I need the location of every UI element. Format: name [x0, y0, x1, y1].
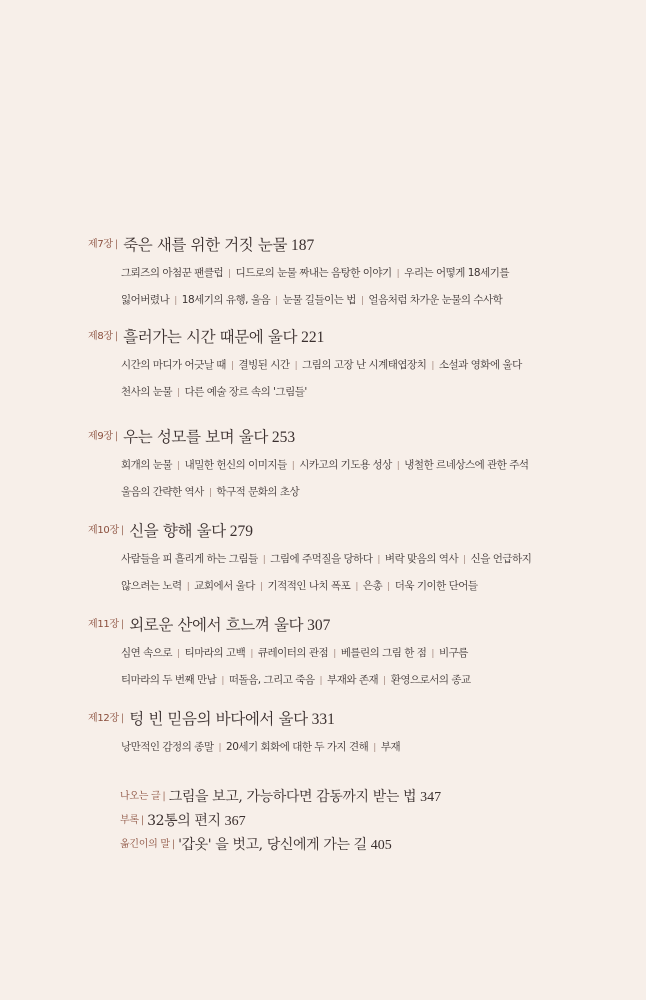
back-matter-label: 나오는 글 — [120, 791, 161, 802]
separator-bar: | — [431, 361, 434, 371]
separator-bar: | — [396, 269, 400, 279]
chapter-topics — [121, 640, 628, 694]
topic-item: 큐레이터의 관점 — [257, 647, 329, 659]
topic-item: 티마라의 고백 — [184, 647, 246, 659]
chapter-page-number: 279 — [229, 523, 253, 540]
separator-bar: | — [120, 713, 125, 724]
chapter-heading — [88, 613, 628, 637]
chapter-page-number: 331 — [311, 711, 335, 728]
separator-bar: | — [140, 815, 145, 826]
chapter-page-number: 307 — [307, 617, 331, 634]
chapter-number: 제12장 — [88, 713, 119, 724]
back-matter-page-number: 367 — [224, 814, 246, 829]
topic-line — [121, 260, 628, 287]
chapter-heading — [88, 707, 628, 731]
separator-bar: | — [177, 388, 180, 398]
topic-line — [121, 287, 628, 314]
back-matter-entry — [120, 834, 620, 858]
chapter-title: 텅 빈 믿음의 바다에서 울다 — [129, 710, 308, 728]
topic-item: 그림에 주먹질을 당하다 — [270, 553, 373, 565]
topic-line — [121, 352, 628, 379]
topic-item: 눈물 길들이는 법 — [282, 294, 356, 306]
topic-item: 은총 — [362, 580, 383, 592]
topic-line — [121, 546, 628, 573]
chapter-heading — [88, 325, 628, 349]
separator-bar: | — [250, 649, 253, 659]
topic-item: 심연 속으로 — [121, 647, 173, 659]
chapter-entry — [88, 613, 628, 694]
chapter-title: 우는 성모를 보며 울다 — [123, 428, 268, 446]
separator-bar: | — [114, 431, 119, 442]
topic-item: 학구적 문화의 초상 — [216, 486, 300, 498]
chapter-entry — [88, 233, 628, 314]
topic-item: 회개의 눈물 — [121, 459, 173, 471]
topic-item: 울음의 간략한 역사 — [121, 486, 204, 498]
topic-item: 얼음처럼 차가운 눈물의 수사학 — [368, 294, 503, 306]
chapter-title: 흘러가는 시간 때문에 울다 — [123, 328, 298, 346]
topic-line — [121, 640, 628, 667]
separator-bar: | — [259, 582, 263, 592]
separator-bar: | — [218, 743, 222, 753]
chapter-entry — [88, 325, 628, 406]
separator-bar: | — [262, 555, 266, 565]
topic-item: 떠돌음, 그리고 죽음 — [228, 674, 315, 686]
chapter-number: 제7장 — [88, 239, 113, 250]
chapter-title: 신을 향해 울다 — [129, 522, 226, 540]
topic-item: 부재 — [380, 741, 401, 753]
separator-bar: | — [383, 676, 386, 686]
topic-item: 부재와 존재 — [327, 674, 379, 686]
separator-bar: | — [228, 269, 231, 279]
topic-item: 결빙된 시간 — [238, 359, 290, 371]
separator-bar: | — [373, 743, 376, 753]
chapter-number: 제9장 — [88, 431, 113, 442]
topic-item: 사람들을 피 흘리게 하는 그림들 — [121, 553, 258, 565]
separator-bar: | — [171, 839, 176, 850]
separator-bar: | — [174, 296, 177, 306]
chapter-heading — [88, 425, 628, 449]
topic-item: 벼락 맞음의 역사 — [384, 553, 459, 565]
topic-line — [121, 573, 628, 600]
topic-item: 환영으로서의 종교 — [390, 674, 471, 686]
chapter-page-number: 187 — [291, 237, 315, 254]
chapter-number: 제11장 — [88, 619, 119, 630]
topic-item: 잃어버렸나 — [121, 294, 170, 306]
topic-item: 18세기의 유행, 울음 — [181, 294, 271, 306]
topic-item: 그림의 고장 난 시계태엽장치 — [302, 359, 427, 371]
separator-bar: | — [208, 488, 212, 498]
back-matter-label: 부록 — [120, 815, 139, 826]
topic-line — [121, 452, 628, 479]
topic-item: 교회에서 울다 — [194, 580, 255, 592]
topic-item: 낭만적인 감정의 종말 — [121, 741, 214, 753]
back-matter-title: 32통의 편지 — [147, 813, 221, 829]
separator-bar: | — [230, 361, 234, 371]
back-matter-entry — [120, 810, 620, 834]
chapter-number: 제10장 — [88, 525, 119, 536]
chapter-heading — [88, 233, 628, 257]
topic-item: 다른 예술 장르 속의 '그림들' — [184, 386, 307, 398]
chapter-title: 외로운 산에서 흐느껴 울다 — [129, 616, 304, 634]
chapter-entry — [88, 425, 628, 506]
topic-line — [121, 734, 628, 761]
separator-bar: | — [186, 582, 190, 592]
topic-item: 천사의 눈물 — [121, 386, 173, 398]
chapter-page-number: 253 — [271, 429, 296, 446]
separator-bar: | — [177, 461, 180, 471]
chapter-number: 제8장 — [88, 331, 113, 342]
separator-bar: | — [120, 525, 125, 536]
chapter-topics — [121, 546, 628, 600]
separator-bar: | — [431, 649, 434, 659]
topic-item: 티마라의 두 번째 만남 — [121, 674, 217, 686]
separator-bar: | — [114, 331, 119, 342]
topic-item: 비구름 — [438, 647, 468, 659]
chapter-title: 죽은 새를 위한 거짓 눈물 — [123, 236, 288, 254]
topic-item: 시간의 마디가 어긋날 때 — [121, 359, 226, 371]
separator-bar: | — [377, 555, 380, 565]
topic-item: 20세기 회화에 대한 두 가지 견해 — [226, 741, 369, 753]
topic-item: 냉철한 르네상스에 관한 주석 — [404, 459, 529, 471]
topic-line — [121, 479, 628, 506]
separator-bar: | — [221, 676, 224, 686]
topic-item: 우리는 어떻게 18세기를 — [404, 267, 510, 279]
topic-item: 신을 언급하지 — [470, 553, 532, 565]
back-matter-title: '갑옷' 을 벗고, 당신에게 가는 길 — [178, 837, 367, 853]
topic-line — [121, 667, 628, 694]
separator-bar: | — [319, 676, 323, 686]
separator-bar: | — [355, 582, 358, 592]
chapter-topics — [121, 452, 628, 506]
separator-bar: | — [114, 239, 119, 250]
topic-item: 더욱 기이한 단어들 — [394, 580, 478, 592]
back-matter-title: 그림을 보고, 가능하다면 감동까지 받는 법 — [168, 789, 417, 805]
chapter-topics — [121, 352, 628, 406]
topic-item: 내밀한 헌신의 이미지들 — [184, 459, 287, 471]
back-matter-label: 옮긴이의 말 — [120, 839, 170, 850]
separator-bar: | — [463, 555, 466, 565]
chapter-topics — [121, 734, 628, 761]
back-matter-page-number: 347 — [420, 790, 442, 805]
separator-bar: | — [360, 296, 364, 306]
separator-bar: | — [291, 461, 295, 471]
chapter-entry — [88, 519, 628, 600]
separator-bar: | — [294, 361, 298, 371]
topic-item: 않으려는 노력 — [121, 580, 182, 592]
separator-bar: | — [120, 619, 125, 630]
topic-item: 시카고의 기도용 성상 — [299, 459, 392, 471]
back-matter-entry — [120, 786, 620, 810]
topic-item: 그뢰즈의 아첨꾼 팬클럽 — [121, 267, 224, 279]
separator-bar: | — [162, 791, 166, 802]
separator-bar: | — [177, 649, 180, 659]
separator-bar: | — [275, 296, 278, 306]
separator-bar: | — [387, 582, 390, 592]
chapter-topics — [121, 260, 628, 314]
topic-item: 소설과 영화에 울다 — [438, 359, 522, 371]
topic-line — [121, 379, 628, 406]
chapter-entry — [88, 707, 628, 761]
back-matter-page-number: 405 — [370, 838, 392, 853]
topic-item: 디드로의 눈물 짜내는 음탕한 이야기 — [235, 267, 392, 279]
topic-item: 기적적인 나치 폭포 — [267, 580, 351, 592]
separator-bar: | — [396, 461, 400, 471]
topic-item: 베를린의 그림 한 점 — [340, 647, 427, 659]
separator-bar: | — [333, 649, 336, 659]
chapter-page-number: 221 — [301, 329, 325, 346]
chapter-heading — [88, 519, 628, 543]
